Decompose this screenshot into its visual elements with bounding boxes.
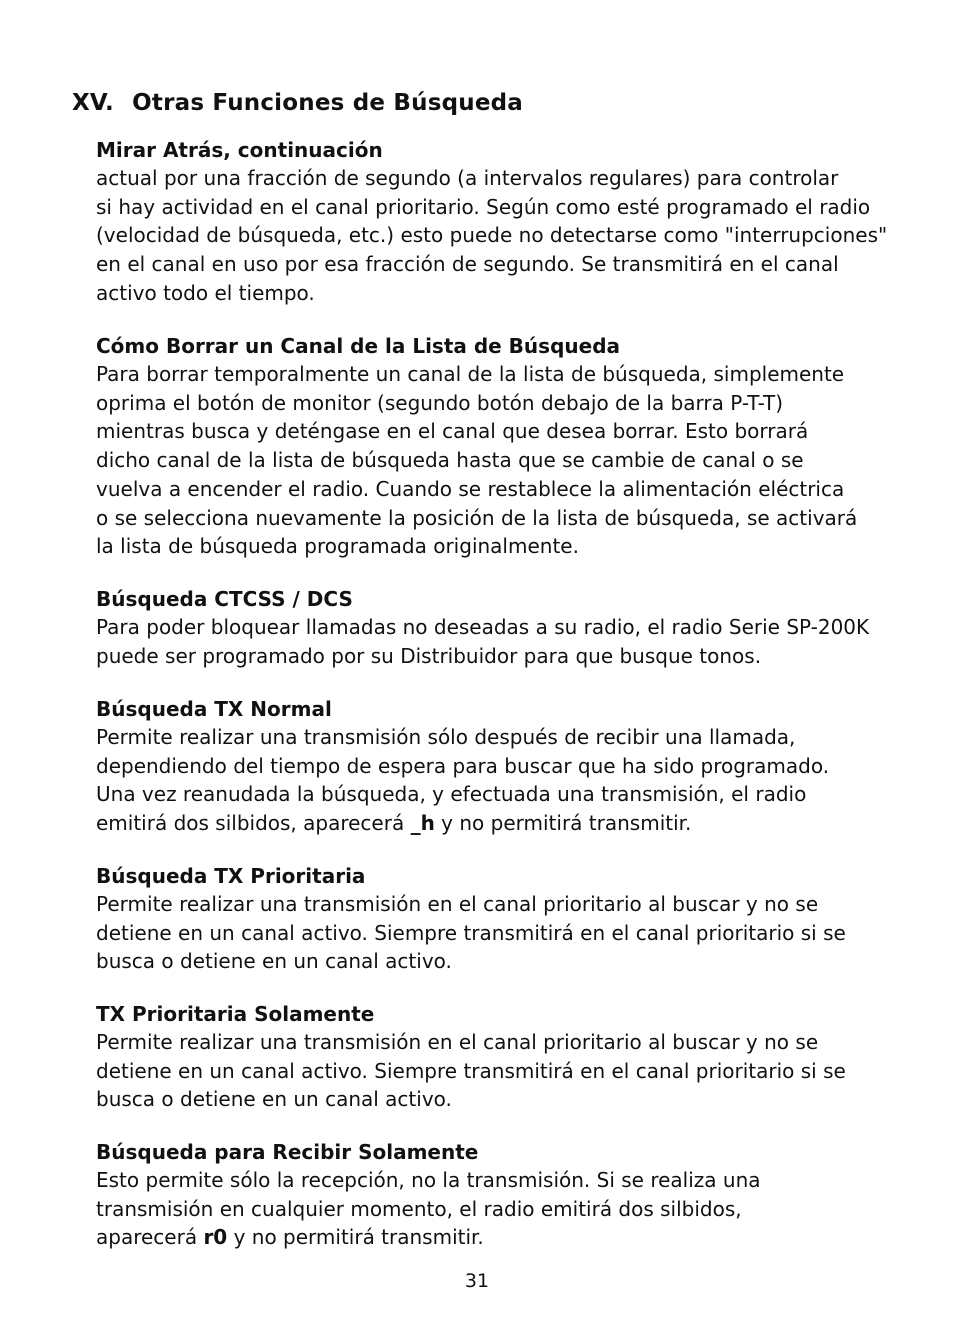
text-before-code: emitirá dos silbidos, aparecerá xyxy=(96,811,411,836)
body-line: vuelva a encender el radio. Cuando se restablece la alimentación eléctrica xyxy=(96,476,845,501)
body-line: Permite realizar una transmisión en el canal prioritario al buscar y no se xyxy=(96,1030,819,1054)
chapter-number: XV. xyxy=(72,90,114,116)
body-line: (velocidad de búsqueda, etc.) esto puede no detectarse como "interrupciones" xyxy=(96,223,888,248)
body-line: busca o detiene en un canal activo. xyxy=(96,949,452,974)
section-title: Búsqueda TX Prioritaria xyxy=(96,864,366,888)
body-line: actual por una fracción de segundo (a intervalos regulares) para controlar xyxy=(96,166,839,190)
body-line: Permite realizar una transmisión en el canal prioritario al buscar y no se xyxy=(96,892,819,916)
display-code: _h xyxy=(410,811,435,836)
body-line xyxy=(96,809,926,838)
text-after-code: y no permitirá transmitir. xyxy=(434,811,692,836)
body-line: Esto permite sólo la recepción, no la transmisión. Si se realiza una xyxy=(96,1168,761,1192)
section-title: Búsqueda para Recibir Solamente xyxy=(96,1140,479,1164)
body-line: Una vez reanudada la búsqueda, y efectuada una transmisión, el radio xyxy=(96,782,807,807)
body-line: transmisión en cualquier momento, el radio emitirá dos silbidos, xyxy=(96,1196,742,1221)
body-line: oprima el botón de monitor (segundo botón debajo de la barra P-T-T) xyxy=(96,390,784,415)
body-line: o se selecciona nuevamente la posición de la lista de búsqueda, se activará xyxy=(96,505,858,530)
body-line: mientras busca y deténgase en el canal que desea borrar. Esto borrará xyxy=(96,419,809,444)
page-number: 31 xyxy=(464,1270,490,1292)
section-ctcss-dcs xyxy=(96,585,926,670)
text-before-code: aparecerá xyxy=(96,1225,204,1250)
page-heading xyxy=(72,90,523,116)
section-tx-prioritaria xyxy=(96,862,926,976)
body-line: si hay actividad en el canal prioritario. Según como esté programado el radio xyxy=(96,194,871,219)
body-line: activo todo el tiempo. xyxy=(96,280,315,305)
text-after-code: y no permitirá transmitir. xyxy=(227,1225,484,1250)
body-line: la lista de búsqueda programada originalmente. xyxy=(96,534,579,559)
section-tx-prioritaria-solamente xyxy=(96,1000,926,1114)
body-line: Para poder bloquear llamadas no deseadas a su radio, el radio Serie SP-200K xyxy=(96,615,870,639)
section-title: TX Prioritaria Solamente xyxy=(96,1002,375,1026)
body-line: Permite realizar una transmisión sólo después de recibir una llamada, xyxy=(96,725,796,749)
body-line xyxy=(96,1223,926,1252)
section-title: Búsqueda TX Normal xyxy=(96,697,332,721)
section-title: Mirar Atrás, continuación xyxy=(96,138,383,162)
body-line: puede ser programado por su Distribuidor para que busque tonos. xyxy=(96,643,762,668)
section-recibir-solamente xyxy=(96,1138,926,1252)
body-line: detiene en un canal activo. Siempre transmitirá en el canal prioritario si se xyxy=(96,920,846,945)
section-mirar-atras xyxy=(96,136,926,308)
body-line: busca o detiene en un canal activo. xyxy=(96,1087,452,1112)
body-line: dependiendo del tiempo de espera para buscar que ha sido programado. xyxy=(96,753,830,778)
section-tx-normal xyxy=(96,695,926,838)
section-borrar-canal xyxy=(96,332,926,561)
body-line: Para borrar temporalmente un canal de la lista de búsqueda, simplemente xyxy=(96,362,845,386)
body-line: detiene en un canal activo. Siempre transmitirá en el canal prioritario si se xyxy=(96,1058,846,1083)
section-title: Búsqueda CTCSS / DCS xyxy=(96,587,353,611)
body-line: en el canal en uso por esa fracción de segundo. Se transmitirá en el canal xyxy=(96,252,839,277)
chapter-title: Otras Funciones de Búsqueda xyxy=(132,90,524,116)
section-title: Cómo Borrar un Canal de la Lista de Búsqueda xyxy=(96,334,621,358)
display-code: r0 xyxy=(203,1225,228,1250)
body-line: dicho canal de la lista de búsqueda hasta que se cambie de canal o se xyxy=(96,448,804,473)
